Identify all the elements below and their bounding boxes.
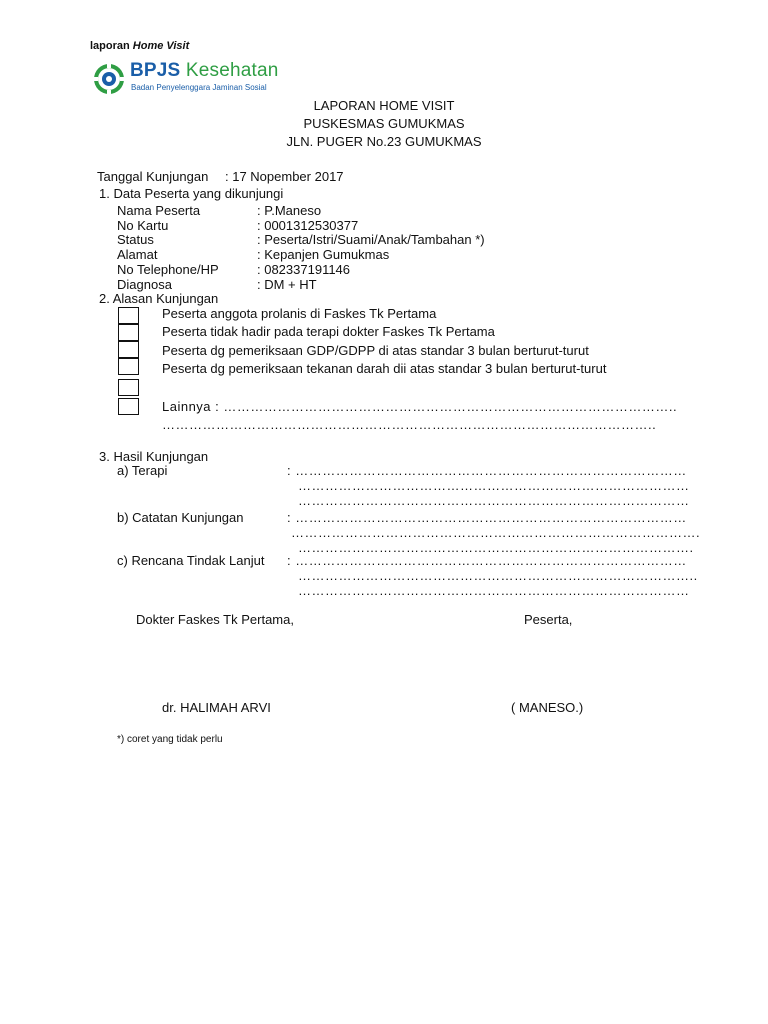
field-label: Status bbox=[117, 232, 154, 247]
field-label: Alamat bbox=[117, 247, 158, 262]
reason-checkbox-other[interactable] bbox=[118, 398, 139, 415]
footnote: *) coret yang tidak perlu bbox=[117, 734, 223, 745]
report-label-italic: Home Visit bbox=[132, 40, 190, 52]
logo-subtitle: Badan Penyelenggara Jaminan Sosial bbox=[131, 83, 267, 92]
result-line: : …………………………………………………………………………… bbox=[287, 510, 687, 525]
reason-checkbox[interactable] bbox=[118, 358, 139, 375]
section1-heading: 1. Data Peserta yang dikunjungi bbox=[99, 186, 284, 201]
section2-heading: 2. Alasan Kunjungan bbox=[99, 291, 219, 306]
result-label-terapi: a) Terapi bbox=[117, 463, 168, 478]
reason-checkbox[interactable] bbox=[118, 307, 139, 324]
signature-left-name: dr. HALIMAH ARVI bbox=[162, 700, 271, 715]
title-line-2: PUSKESMAS GUMUKMAS bbox=[303, 116, 465, 131]
result-line: : …………………………………………………………………………… bbox=[287, 553, 687, 568]
signature-left-title: Dokter Faskes Tk Pertama, bbox=[136, 612, 294, 627]
title-line-3: JLN. PUGER No.23 GUMUKMAS bbox=[286, 134, 482, 149]
visit-date-value: : 17 Nopember 2017 bbox=[225, 169, 344, 184]
reason-other: Lainnya : ……………………………………………………………………………………….. bbox=[162, 399, 678, 414]
visit-date-label: Tanggal Kunjungan bbox=[97, 169, 209, 184]
reason-item: Peserta tidak hadir pada terapi dokter Faskes Tk Pertama bbox=[162, 324, 495, 339]
field-value: : Peserta/Istri/Suami/Anak/Tambahan *) bbox=[257, 232, 485, 247]
reason-item: Peserta anggota prolanis di Faskes Tk Pertama bbox=[162, 306, 437, 321]
report-label-prefix: laporan bbox=[90, 40, 130, 52]
reason-checkbox[interactable] bbox=[118, 341, 139, 358]
result-label-catatan: b) Catatan Kunjungan bbox=[117, 510, 244, 525]
signature-right-name: ( MANESO.) bbox=[511, 700, 584, 715]
reason-checkbox[interactable] bbox=[118, 324, 139, 341]
result-line: ……………………………………………………………………………. bbox=[298, 540, 694, 555]
field-label: No Telephone/HP bbox=[117, 262, 219, 277]
field-value: : DM + HT bbox=[257, 277, 317, 292]
logo-brand-kesehatan: Kesehatan bbox=[185, 60, 279, 81]
logo-brand-bpjs: BPJS bbox=[130, 60, 181, 81]
field-value: : Kepanjen Gumukmas bbox=[257, 247, 390, 262]
reason-item: Peserta dg pemeriksaan GDP/GDPP di atas standar 3 bulan berturut-turut bbox=[162, 343, 589, 358]
result-line: : …………………………………………………………………………… bbox=[287, 463, 687, 478]
field-label: No Kartu bbox=[117, 218, 169, 233]
signature-right-title: Peserta, bbox=[524, 612, 573, 627]
reason-item: Peserta dg pemeriksaan tekanan darah dii atas standar 3 bulan berturut-turut bbox=[162, 361, 607, 376]
result-line: ………………………………………………………………………………. bbox=[291, 525, 701, 540]
title-line-1: LAPORAN HOME VISIT bbox=[313, 98, 455, 113]
field-label: Diagnosa bbox=[117, 277, 172, 292]
result-line: …………………………………………………………………………… bbox=[298, 583, 690, 598]
result-line: …………………………………………………………………………… bbox=[298, 478, 690, 493]
report-label bbox=[90, 40, 189, 52]
logo-wordmark bbox=[130, 60, 279, 82]
field-value: : 0001312530377 bbox=[257, 218, 359, 233]
result-label-rencana: c) Rencana Tindak Lanjut bbox=[117, 553, 265, 568]
field-value: : P.Maneso bbox=[257, 203, 322, 218]
result-line: …………………………………………………………………………… bbox=[298, 493, 690, 508]
result-line: …………………………………………………………………………….. bbox=[298, 568, 698, 583]
field-label: Nama Peserta bbox=[117, 203, 201, 218]
field-value: : 082337191146 bbox=[257, 262, 351, 277]
reason-other-line: ……………………………………………………………………………………………….. bbox=[162, 417, 657, 432]
reason-checkbox[interactable] bbox=[118, 379, 139, 396]
section3-heading: 3. Hasil Kunjungan bbox=[99, 449, 209, 464]
bpjs-emblem-icon bbox=[92, 62, 126, 96]
